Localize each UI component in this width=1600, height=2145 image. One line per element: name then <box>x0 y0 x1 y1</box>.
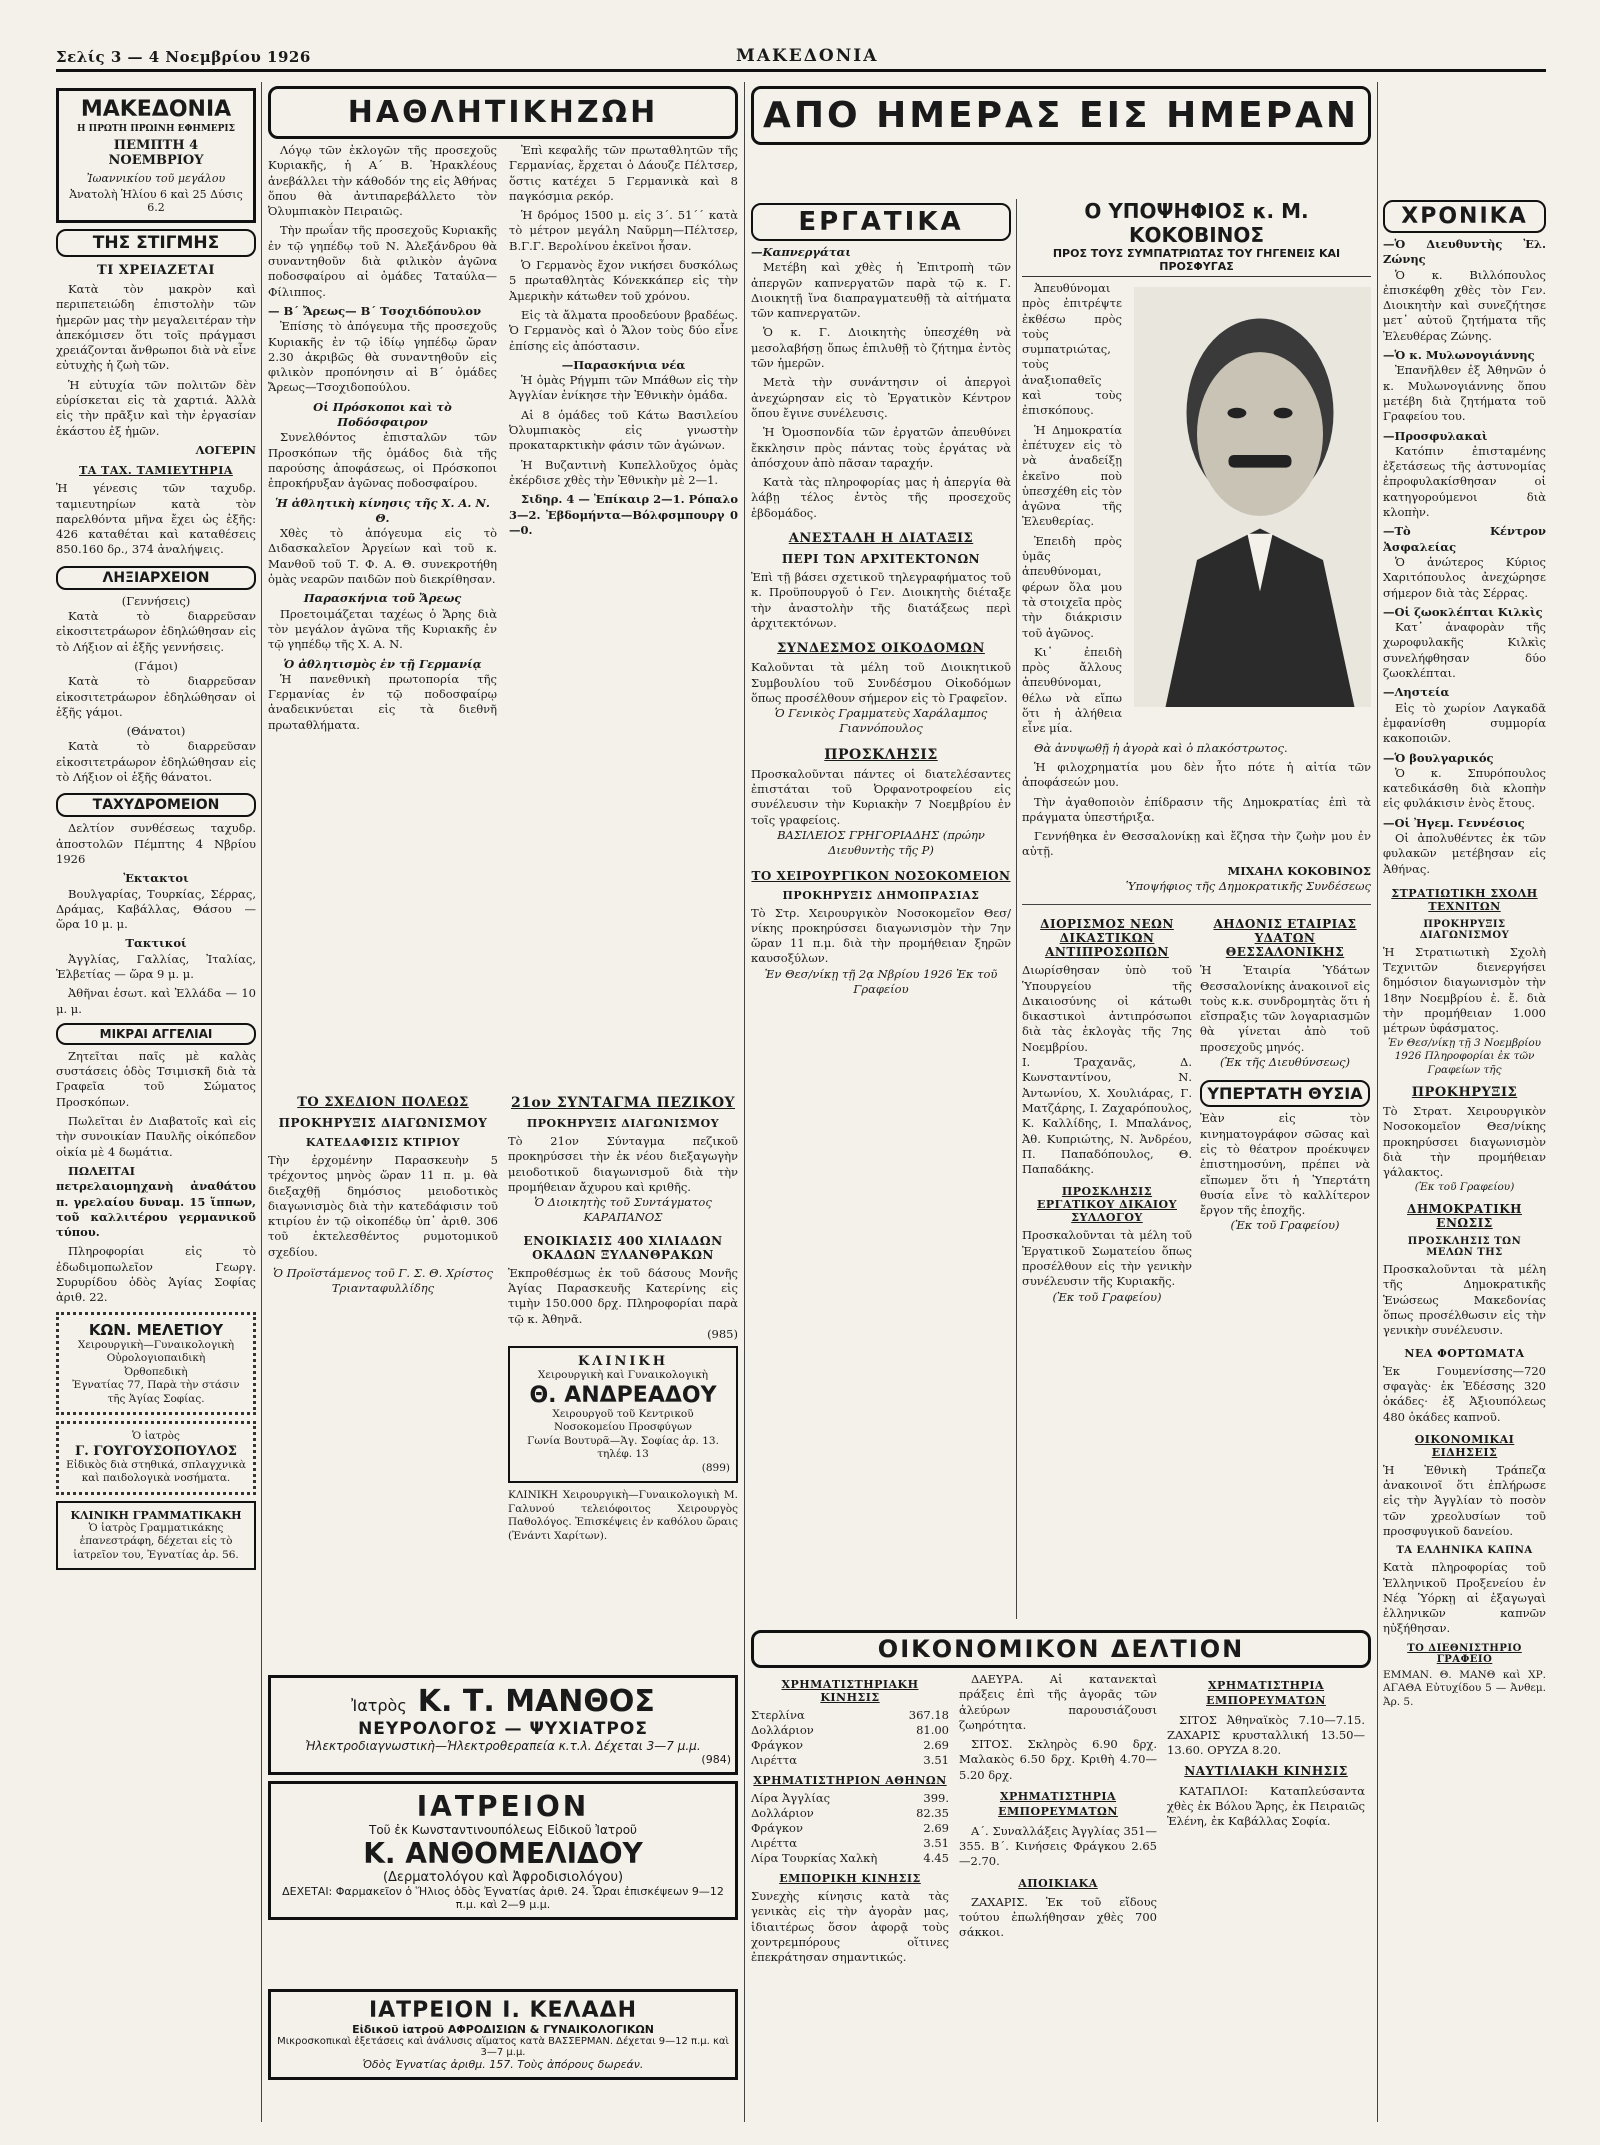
kokovinos-sign-name: ΜΙΧΑΗΛ ΚΟΚΟΒΙΝΟΣ <box>1227 863 1371 878</box>
lix-text1: Κατὰ τὸ διαρρεῦσαν εἰκοσιτετράωρον ἐδηλώθησαν εἰς τὸ Λήξιον αἱ ἑξῆς γεννήσεις. <box>56 609 256 654</box>
regiment-title: 21ον ΣΥΝΤΑΓΜΑ ΠΕΖΙΚΟΥ <box>510 1095 736 1111</box>
chronika-item-5 <box>1383 685 1546 746</box>
stigmes-p1: Κατὰ τὸν μακρὸν καὶ περιπετειώδη ἐπιστολὴν τῶν ἡμερῶν μας τὴν μεγαλειτέραν τὴν ἀπεκόμισεν ὅτι τοῖς πράγμασι χρειάζονται ἄνθρωποι διὰ νὰ εἶνε εὐτυχὴς ἡ ζωὴ τῶν. <box>56 282 256 373</box>
anthomelidou-sub: Τοῦ ἐκ Κωνσταντινουπόλεως Εἰδικοῦ Ἰατροῦ <box>368 1823 637 1837</box>
judges-title: ΔΙΟΡΙΣΜΟΣ ΝΕΩΝ ΔΙΚΑΣΤΙΚΩΝ ΑΝΤΙΠΡΟΣΩΠΩΝ <box>1040 917 1174 960</box>
sport-hdr1: — Β΄ Ἄρεως— Β΄ Τσοχιδόπουλον <box>268 303 482 318</box>
chronika-item-7-text: Οἱ ἀπολυθέντες ἐκ τῶν φυλακῶν μετέβησαν εἰς Ἀθήνας. <box>1383 830 1546 876</box>
architects-text: Ἐπὶ τῇ βάσει σχετικοῦ τηλεγραφήματος τοῦ κ. Προϋπουργοῦ ὁ Γεν. Διοικητὴς διέταξε τὴν ἀναστολὴν τῆς διατάξεως περὶ ἀρχιτεκτόνων. <box>751 570 1011 630</box>
chronika-item-1-hd: —Ὁ κ. Μυλωνογιάννης <box>1383 348 1535 363</box>
chronika-item-4 <box>1383 605 1546 681</box>
architects-title: ΑΝΕΣΤΑΛΗ Η ΔΙΑΤΑΞΙΣ <box>788 531 974 547</box>
kokovinos-sign-role: Ὑποψήφιος τῆς Δημοκρατικῆς Συνδέσεως <box>1125 878 1371 893</box>
column-2 <box>268 82 738 1082</box>
kokovinos-portrait <box>1130 287 1371 707</box>
water-title: ΑΗΔΟΝΙΣ ΕΤΑΙΡΙΑΣ ΥΔΑΤΩΝ ΘΕΣΣΑΛΟΝΙΚΗΣ <box>1213 917 1357 960</box>
school-text: Ἡ Στρατιωτικὴ Σχολὴ Τεχνιτῶν διενεργήσει δημόσιον διαγωνισμὸν τὴν 18ην Νοεμβρίου ἐ. ἔ. διὰ τὴν προμήθειαν 1.000 μέτρων ὑφάσματος. <box>1383 944 1546 1036</box>
anthomelidou-title: ΙΑΤΡΕΙΟΝ <box>416 1790 590 1823</box>
athletic-col-a <box>268 143 497 737</box>
sport-hdr4: Παρασκήνια τοῦ Ἄρεως <box>303 591 462 606</box>
ergatika-p1: Μετέβη καὶ χθὲς ἡ Ἐπιτροπὴ τῶν ἀπεργῶν καπνεργατῶν παρὰ τῷ κ. Γ. Διοικητῇ ἵνα διαπραγματευθῇ τὰ αἰτήματα τῶν καπνεργατῶν. <box>751 260 1011 321</box>
union-sign: (Ἐκ τοῦ Γραφείου) <box>1052 1289 1162 1304</box>
col5-notice-title: ΠΡΟΚΗΡΥΞΙΣ <box>1411 1085 1518 1101</box>
econ-news-title: ΟΙΚΟΝΟΜΙΚΑΙ ΕΙΔΗΣΕΙΣ <box>1414 1432 1515 1459</box>
page-date: Σελίς 3 — 4 Νοεμβρίου 1926 <box>56 48 311 66</box>
exch-row <box>751 1738 949 1753</box>
lix-sub1: (Γεννήσεις) <box>121 593 191 608</box>
lix-text3: Κατὰ τὸ διαρρεῦσαν εἰκοσιτετράωρον ἐδηλώθησαν εἰς τὸ Λήξιον οἱ ἑξῆς θάνατοι. <box>56 739 256 785</box>
judges-notice <box>1022 911 1192 1305</box>
democratic-text: Προσκαλοῦνται τὰ μέλη τῆς Δημοκρατικῆς Ἑνώσεως Μακεδονίας ὅπως προσέλθωσιν εἰς τὴν γενικὴν συνέλευσιν. <box>1383 1262 1546 1338</box>
hospital-sign: Ἐν Θεσ/νίκῃ τῇ 2ᾳ Νβρίου 1926 Ἐκ τοῦ Γραφείου <box>764 966 998 996</box>
sport-p1: Λόγῳ τῶν ἐκλογῶν τῆς προσεχοῦς Κυριακῆς, ἡ Α΄ Β. Ἡρακλέους ἀνεβάλλει τὴν κάθοδόν της εἰς Ἀθήνας ὅπου θὰ ἀντιπαρεβάλλετο τὸν Ὀλυμπιακὸν Πειραιῶς. <box>268 143 497 219</box>
post-line2: Ἀγγλίας, Γαλλίας, Ἰταλίας, Ἑλβετίας — ὥρα 9 μ. μ. <box>56 951 256 981</box>
exch-val: 3.51 <box>923 1753 949 1767</box>
keladi-title: ΙΑΤΡΕΙΟΝ Ι. ΚΕΛΑΔΗ <box>368 1998 638 2023</box>
tobacco-title: ΤΑ ΕΛΛΗΝΙΚΑ ΚΑΠΝΑ <box>1396 1545 1533 1557</box>
charcoal-text: Ἐκπροθέσμως ἐκ τοῦ δάσους Μονῆς Ἁγίας Παρασκευῆς Κατερίνης εἰς τιμὴν 150.000 δρχ. Πληροφορίαι παρὰ τῷ κ. Ἀθηνᾶ. <box>508 1265 738 1326</box>
andreadou-title: ΚΛΙΝΙΚΗ <box>577 1354 668 1370</box>
econ-col-a <box>751 1672 949 1965</box>
col5-notice-sign: (Ἐκ τοῦ Γραφείου) <box>1414 1180 1515 1193</box>
chronika-item-0 <box>1383 237 1546 344</box>
athens-val: 4.45 <box>923 1851 949 1865</box>
ergatika-sub: —Καπνεργάται <box>751 245 851 259</box>
trade-p2: ΔΑΕΥΡΑ. Αἱ κατανεκταὶ πράξεις ἐπὶ τῆς ἀγορᾶς τῶν ἀλεύρων παρουσιάζουσι ζωηρότητα. <box>959 1672 1157 1732</box>
meletiou-spec2: Οὐρολογιοπαιδικὴ <box>106 1352 206 1365</box>
kokovinos-p7: Γεννήθηκα ἐν Θεσσαλονίκῃ καὶ ἔζησα τὴν ζωὴν μου ἐν αὐτῇ. <box>1022 829 1371 859</box>
classifieds-heading: ΜΙΚΡΑΙ ΑΓΓΕΛΙΑΙ <box>56 1023 256 1045</box>
chronika-item-6-text: Ὁ κ. Σπυρόπουλος κατεδικάσθη διὰ κλοπὴν εἰς φυλάκισιν ἑνὸς ἔτους. <box>1383 765 1546 811</box>
naval-title: ΝΑΥΤΙΛΙΑΚΗ ΚΙΝΗΣΙΣ <box>1184 1764 1348 1779</box>
exch-val: 2.69 <box>923 1738 949 1752</box>
gougousopoulos-ad <box>56 1421 256 1495</box>
euro-title: ΧΡΗΜΑΤΙΣΤΗΡΙΑ ΕΜΠΟΡΕΥΜΑΤΩΝ <box>998 1790 1118 1819</box>
classified-ad-3: ΠΩΛΕΙΤΑΙ πετρελαιομηχανὴ ἀναθάτου π. γρελαίου δυναμ. 15 ἵππων, τοῦ καλλιτέρου γερμανικοῦ τύπου. <box>56 1163 256 1240</box>
athletic-col-b <box>509 143 738 737</box>
keladi-address: Ὁδὸς Ἐγνατίας ἀριθμ. 157. Τοὺς ἀπόρους δωρεάν. <box>362 2058 644 2071</box>
exch-name: Στερλίνα <box>751 1708 805 1722</box>
paper-title: ΜΑΚΕΔΟΝΙΑ <box>736 46 879 66</box>
hospital-sub: ΠΡΟΚΗΡΥΞΙΣ ΔΗΜΟΠΡΑΣΙΑΣ <box>782 888 980 902</box>
keladi-ad <box>268 1989 738 2080</box>
chronika-item-4-hd: —Οἱ ζωοκλέπται Κιλκὶς <box>1383 604 1543 619</box>
chronika-item-0-text: Ὁ κ. Βιλλόπουλος ἐπισκέφθη χθὲς τὸν Γεν. Διοικητὴν καὶ συνεζήτησε μετ᾽ αὐτοῦ ζητήματα τῆς Ἐλευθέρας Ζώνης. <box>1383 267 1546 343</box>
lixiarxeion-body <box>56 594 256 786</box>
regiment-sub: ΠΡΟΚΗΡΥΞΙΣ ΔΙΑΓΩΝΙΣΜΟΥ <box>526 1117 720 1130</box>
infobox-day: ΠΕΜΠΤΗ 4 ΝΟΕΜΒΡΙΟΥ <box>108 138 204 168</box>
exch-row <box>751 1753 949 1768</box>
regiment-text: Τὸ 21ον Σύνταγμα πεζικοῦ προκηρύσσει τὴν ἐκ νέου διεξαγωγὴν μειοδοτικοῦ διαγωνισμοῦ διὰ τὴν προμήθειαν ἄχυρου καὶ κριθῆς. <box>508 1134 738 1194</box>
invitation-text: Προσκαλοῦνται πάντες οἱ διατελέσαντες ἐπιστάται τοῦ Ὀρφανοτροφείου εἰς συνέλευσιν τὴν Κυριακὴν 7 Νοεμβρίου ἐν τοῖς γραφείοις. <box>751 766 1011 827</box>
classified-ad-4: Πληροφορίαι εἰς τὸ ἐδωδιμοπωλεῖον Γεωργ. Συρυρίδου ὁδὸς Ἁγίας Σοφίας ἀριθ. 22. <box>56 1244 256 1305</box>
athens-row <box>751 1851 949 1866</box>
euro-text: Α΄. Συναλλάξεις Ἀγγλίας 351—355. Β΄. Κινήσεις Φράγκου 2.65—2.70. <box>959 1823 1157 1869</box>
lix-sub3: (Θάνατοι) <box>126 724 186 739</box>
athens-name: Φράγκον <box>751 1821 803 1835</box>
sport-p14: Ἡ Βυζαντινὴ Κυπελλοῦχος ὁμὰς ἐκέρδισε χθὲς τὴν Ἐθνικὴν μὲ 2—1. <box>509 457 738 487</box>
commodities-title: ΧΡΗΜΑΤΙΣΤΗΡΙΑ ΕΜΠΟΡΕΥΜΑΤΩΝ <box>1206 1679 1326 1708</box>
manthos-title: Ἰατρὸς <box>351 1696 407 1715</box>
column-2-lower <box>268 1089 738 1559</box>
chronika-item-4-text: Κατ᾽ ἀναφορὰν τῆς χωροφυλακῆς Κιλκὶς συνελήφθησαν δύο ζωοκλέπται. <box>1383 620 1546 681</box>
democratic-sub: ΠΡΟΣΚΛΗΣΙΣ ΤΩΝ ΜΕΛΩΝ ΤΗΣ <box>1407 1236 1522 1259</box>
chronika-item-5-text: Εἰς τὸ χωρίον Λαγκαδᾶ ἐμφανίσθη συμμορία κακοποιῶν. <box>1383 700 1546 746</box>
chronika-item-7 <box>1383 816 1546 877</box>
athens-val: 2.69 <box>923 1821 949 1835</box>
gougous-text: Εἰδικὸς διὰ στηθικά, σπλαγχνικὰ καὶ παιδολογικὰ νοσήματα. <box>66 1458 246 1485</box>
sport-p4: Συνελθόντος ἐπισταλῶν τῶν Προσκόπων τῆς ὁμάδος διὰ τῆς παρούσης ἀποφάσεως, οἱ Πρόσκοποι ἐπροκήρυξαν ἀγῶνας ποδοσφαίρου. <box>268 430 497 491</box>
exch-name: Δολλάριον <box>751 1723 814 1737</box>
trade-p3: ΣΙΤΟΣ. Σκληρὸς 6.90 δρχ. Μαλακὸς 6.50 δρχ. Κριθὴ 4.70—5.20 δρχ. <box>959 1737 1157 1782</box>
lixiarxeion-heading: ΛΗΞΙΑΡΧΕΙΟΝ <box>56 566 256 590</box>
hospital-title: ΤΟ ΧΕΙΡΟΥΡΓΙΚΟΝ ΝΟΣΟΚΟΜΕΙΟΝ <box>751 868 1011 883</box>
andreadou-name: Θ. ΑΝΔΡΕΑΔΟΥ <box>529 1382 717 1408</box>
anthomelidou-name: Κ. ΑΝΘΟΜΕΛΙΔΟΥ <box>363 1837 643 1870</box>
union-title: ΠΡΟΣΚΛΗΣΙΣ ΕΡΓΑΤΙΚΟΥ ΔΙΚΑΙΟΥ ΣΥΛΛΟΓΟΥ <box>1036 1185 1177 1225</box>
exch-name: Φράγκον <box>751 1738 803 1752</box>
sport-schedule: Σιδηρ. 4 — Ἐπίκαιρ 2—1. Ρόπαλο 3—2. Ἐβδομήντα—Βόλφσμπουργ 0—0. <box>509 492 738 537</box>
chronika-item-3-hd: —Τὸ Κέντρον Ἀσφαλείας <box>1383 524 1546 554</box>
city-plan-sign: Ὁ Προϊστάμενος τοῦ Γ. Σ. Θ. Χρίστος Τριανταφυλλίδης <box>273 1266 493 1296</box>
stigmes-sign: ΛΟΓΕΡΙΝ <box>195 442 256 457</box>
water-notice <box>1200 911 1370 1305</box>
charcoal-ref: (985) <box>707 1326 738 1341</box>
economic-bulletin <box>751 1626 1371 2122</box>
paper-infobox <box>56 88 256 223</box>
water-sign: (Ἐκ τῆς Διευθύνσεως) <box>1219 1055 1351 1070</box>
exch-val: 81.00 <box>916 1723 949 1737</box>
manthos-name: Κ. Τ. ΜΑΝΘΟΣ <box>417 1684 655 1719</box>
infobox-sun: Ἀνατολὴ Ἡλίου 6 καὶ 25 Δύσις 6.2 <box>69 188 243 214</box>
andreadou-sub: Χειρουργικὴ καὶ Γυναικολογικὴ <box>537 1369 709 1382</box>
stigmes-p2: Ἡ εὐτυχία τῶν πολιτῶν δὲν εὑρίσκεται εἰς τὰ χαρτιά. Ἀλλὰ εἰς τὴν πρᾶξιν καὶ τὴν ἐργασίαν ἑκάστου ἐξ ἡμῶν. <box>56 377 256 438</box>
colonial-title: ΑΠΟΙΚΙΑΚΑ <box>1018 1876 1098 1890</box>
sport-hdr5: Ὁ ἀθλητισμὸς ἐν τῇ Γερμανίᾳ <box>283 656 482 671</box>
meletiou-spec3: Ὀρθοπεδικὴ <box>124 1365 188 1378</box>
kokovinos-p4: Κι᾽ ἐπειδὴ πρὸς ἄλλους ἀπευθύνομαι, θέλω νὰ εἴπω ὅτι ἡ ἀλήθεια εἶνε μία. <box>1022 644 1122 736</box>
chronika-item-1-text: Ἐπανῆλθεν ἐξ Ἀθηνῶν ὁ κ. Μυλωνογιάννης ὅπου μετέβη διὰ ζητήματα τοῦ Γραφείου του. <box>1383 363 1546 424</box>
invitation-sign: ΒΑΣΙΛΕΙΟΣ ΓΡΗΓΟΡΙΑΔΗΣ (πρώην Διευθυντὴς τῆς Ρ) <box>777 827 985 858</box>
sport-hdr2: Οἱ Πρόσκοποι καὶ τὸ Ποδόσφαιρον <box>313 399 452 430</box>
day-to-day-header-wrap <box>751 82 1371 152</box>
chronika-item-5-hd: —Ληστεία <box>1383 685 1450 700</box>
chronika-item-7-hd: —Οἱ Ἠγεμ. Γεννέσιος <box>1383 815 1525 830</box>
builders-text: Καλοῦνται τὰ μέλη τοῦ Διοικητικοῦ Συμβουλίου τοῦ Συνδέσμου Οἰκοδόμων ὅπως προσέλθουν σήμερον εἰς τὸ Γραφεῖον. <box>751 660 1011 705</box>
grammatikaki-ad <box>56 1501 256 1571</box>
sacrifice-title: ΥΠΕΡΤΑΤΗ ΘΥΣΙΑ <box>1200 1080 1370 1107</box>
keladi-sub: Εἰδικοῦ ἰατροῦ ΑΦΡΟΔΙΣΙΩΝ & ΓΥΝΑΙΚΟΛΟΓΙΚΩΝ <box>352 2023 654 2036</box>
kokovinos-portrait-wrap <box>1130 281 1370 741</box>
sport-p13: Αἱ 8 ὁμάδες τοῦ Κάτω Βασιλείου Ὀλυμπιακὸς εἰς γνωστὴν προκαταρκτικὴν φάσιν τῶν ἀγώνων. <box>509 407 738 453</box>
col5-notice-text: Τὸ Στρατ. Χειρουργικὸν Νοσοκομεῖον Θεσ/νίκης προκηρύσσει διαγωνισμὸν διὰ τὴν προμήθειαν γάλακτος. <box>1383 1104 1546 1180</box>
builders-sign: Ὁ Γενικὸς Γραμματεὺς Χαράλαμπος Γιαννόπουλος <box>774 706 988 736</box>
sport-p7: Ἡ πανεθνικὴ πρωτοπορία τῆς Γερμανίας ἐν τῷ ποδοσφαίρῳ ἀναδεικνύεται εἰς τὰ διεθνῆ πρωταθλήματα. <box>268 671 497 732</box>
athens-row <box>751 1821 949 1836</box>
column-1 <box>56 82 256 2122</box>
commodities-text: ΣΙΤΟΣ Ἀθηναϊκὸς 7.10—7.15. ΖΑΧΑΡΙΣ κρυσταλλική 13.50—13.60. ΟΡΥΖΑ 8.20. <box>1167 1712 1365 1758</box>
hospital-text: Τὸ Στρ. Χειρουργικὸν Νοσοκομεῖον Θεσ/νίκης προκηρύσσει διαγωνισμὸν τὴν 7ην ὥραν 11 π.μ. διὰ τὴν προμήθειαν ξηρῶν καυσοξύλων. <box>751 905 1011 966</box>
school-title: ΣΤΡΑΤΙΩΤΙΚΗ ΣΧΟΛΗ ΤΕΧΝΙΤΩΝ <box>1391 886 1538 913</box>
school-sub: ΠΡΟΚΗΡΥΞΙΣ ΔΙΑΓΩΝΙΣΜΟΥ <box>1419 918 1510 941</box>
meletiou-address: Ἐγνατίας 77, Παρὰ τὴν στάσιν τῆς Ἁγίας Σοφίας. <box>72 1379 240 1405</box>
ergatika-p5: Κατὰ τὰς πληροφορίας μας ἡ ἀπεργία θὰ λάβῃ τέλος ἐντὸς τῆς προσεχοῦς ἑβδομάδος. <box>751 475 1011 520</box>
trade-title: ΕΜΠΟΡΙΚΗ ΚΙΝΗΣΙΣ <box>779 1872 921 1885</box>
athens-name: Λιρέττα <box>751 1836 798 1850</box>
athens-title: ΧΡΗΜΑΤΙΣΤΗΡΙΟΝ ΑΘΗΝΩΝ <box>753 1774 947 1787</box>
tamieutiria-body: Ἡ γένεσις τῶν ταχυδρ. ταμιευτηρίων κατὰ τὸν παρελθόντα μῆνα ἔχει ὡς ἑξῆς: 426 καταθέται καὶ καταθέσεις 850.160 δρ., 374 ἀναλήψεις. <box>56 481 256 557</box>
sport-p5: Χθὲς τὸ ἀπόγευμα εἰς τὸ Διδασκαλεῖον Ἀργείων καὶ τοῦ κ. Μανθοῦ τοῦ Τ. Φ. Α. Θ. συνεκροτήθη ὁμὰς νεαρῶν παιδῶν ποὺ διεκρίθησαν. <box>268 526 497 587</box>
chronika-item-6 <box>1383 751 1546 812</box>
athens-val: 3.51 <box>923 1836 949 1850</box>
chronika-item-0-hd: —Ὁ Διευθυντὴς Ἐλ. Ζώνης <box>1383 237 1546 267</box>
kokovinos-p5: Ἡ φιλοχρηματία μου δὲν ἦτο πότε ἡ αἰτία τῶν ἀποφάσεών μου. <box>1022 759 1371 790</box>
city-plan-sub2: ΚΑΤΕΔΑΦΙΣΙΣ ΚΤΙΡΙΟΥ <box>305 1136 461 1149</box>
sport-p8: Ἐπὶ κεφαλῆς τῶν πρωταθλητῶν τῆς Γερμανίας, ἔρχεται ὁ Δάουζε Πέλτσερ, ὅστις κατέχει 5 Γερμανικὰ καὶ 8 παγκόσμια ρεκόρ. <box>509 143 738 203</box>
grammatikaki-title: ΚΛΙΝΙΚΗ ΓΡΑΜΜΑΤΙΚΑΚΗ <box>70 1508 242 1522</box>
manthos-ref: (984) <box>701 1753 731 1766</box>
chronika-item-3-text: Ὁ ἀνώτερος Κύριος Χαριτόπουλος ἀνεχώρησε σήμερον διὰ τὰς Σέρρας. <box>1383 554 1546 600</box>
meletiou-spec1: Χειρουργικὴ—Γυναικολογικὴ <box>77 1338 235 1351</box>
andreadou-desc: Χειρουργοῦ τοῦ Κεντρικοῦ Νοσοκομείου Προσφύγων <box>552 1407 694 1434</box>
athens-name: Δολλάριον <box>751 1806 814 1820</box>
column-rule-1 <box>261 82 262 2122</box>
kokovinos-p3: Ἐπειδὴ πρὸς ὑμᾶς ἀπευθύνομαι, φέρων ὅλα μου τὰ στοιχεῖα πρὸς τὴν διάκρισιν τοῦ ἀγῶνος. <box>1022 533 1122 640</box>
sport-hdr3: Ἡ ἀθλητικὴ κίνησις τῆς Χ. Α. Ν. Θ. <box>275 495 490 525</box>
sport-p11: Εἰς τὰ ἄλματα προοδεύουν βραδέως. Ὁ Γερμανὸς καὶ ὁ Ἄλον τοὺς δύο εἶνε ἐπίσης εἰς ἀπόστασιν. <box>509 307 738 353</box>
athens-val: 399. <box>923 1791 949 1805</box>
athens-name: Λίρα Τουρκίας Χαλκὴ <box>751 1851 878 1865</box>
school-sign: Ἐν Θεσ/νίκῃ τῇ 3 Νοεμβρίου 1926 Πληροφορίαι ἐκ τῶν Γραφείων τῆς <box>1387 1036 1542 1076</box>
regiment-notice <box>508 1089 738 1543</box>
column-4 <box>1022 199 1371 1619</box>
econ-col-c <box>1167 1672 1365 1965</box>
post-line3: Ἀθῆναι ἐσωτ. καὶ Ἑλλάδα — 10 μ. μ. <box>56 986 256 1016</box>
column-rule-3 <box>1016 199 1017 1619</box>
athens-row <box>751 1836 949 1851</box>
athens-row <box>751 1791 949 1806</box>
econ-col-b <box>959 1672 1157 1965</box>
chronika-item-3 <box>1383 524 1546 600</box>
galynou-note: ΚΛΙΝΙΚΗ Χειρουργικὴ—Γυναικολογικὴ Μ. Γαλυνού τελειόφοιτος Χειρουργὸς Παθολόγος. Ἐπισκέψεις ἐν καθόλου ὥραις (Ἐνάντι Χαρίτων). <box>508 1489 738 1542</box>
sport-p9: Ἡ δρόμος 1500 μ. εἰς 3΄. 51΄΄ κατὰ τὸ μέτρον μεγάλη Ναῦρμη—Πέλτσερ, Β.Γ.Γ. Βερολίνου ἐκεῖνοι ἦσαν. <box>509 208 738 253</box>
column-rule-4 <box>1377 82 1378 2122</box>
infobox-tagline: Η ΠΡΩΤΗ ΠΡΩΙΝΗ ΕΦΗΜΕΡΙΣ <box>77 124 235 134</box>
keladi-text: Μικροσκοπικαὶ ἐξετάσεις καὶ ἀνάλυσις αἵματος κατὰ ΒΑΣΣΕΡΜΑΝ. Δέχεται 9—12 π.μ. καὶ 3—7 μ.μ. <box>277 2036 729 2058</box>
ergatika-body <box>751 245 1011 521</box>
infobox-saint: Ἰωαννικίου τοῦ μεγάλου <box>86 172 226 185</box>
water-text: Ἡ Ἑταιρία Ὑδάτων Θεσσαλονίκης ἀνακοινοῖ εἰς τοὺς κ.κ. συνδρομητὰς ὅτι ἡ εἴσπραξις τῶν λογαριασμῶν θὰ γίνεται ἀπὸ τοῦ προσεχοῦς μηνός. <box>1200 963 1370 1054</box>
meletiou-ad <box>56 1312 256 1416</box>
column-5 <box>1383 82 1546 2122</box>
post-sub2: Τακτικοί <box>125 936 187 951</box>
translation-text: ΕΜΜΑΝ. Θ. ΜΑΝΘ καὶ ΧΡ. ΑΓΑΘΑ Εὐτυχίδου 5 — Ἀνθεμ. Ἀρ. 5. <box>1383 1668 1546 1708</box>
newspaper-page <box>56 44 1546 2124</box>
anthomelidou-spec: (Δερματολόγου καὶ Ἀφροδισιολόγου) <box>382 1870 624 1885</box>
classifieds-body <box>56 1049 256 1306</box>
builders-title: ΣΥΝΔΕΣΜΟΣ ΟΙΚΟΔΟΜΩΝ <box>777 641 985 657</box>
stigmes-title: ΤΙ ΧΡΕΙΑΖΕΤΑΙ <box>97 263 215 278</box>
athletic-life-header <box>268 86 738 139</box>
ergatika-p2: Ὁ κ. Γ. Διοικητὴς ὑπεσχέθη νὰ μεσολαβήσῃ ὅπως ἐπιλυθῇ τὸ ζήτημα ἐντὸς τῶν ἡμερῶν. <box>751 325 1011 371</box>
architects-sub: ΠΕΡΙ ΤΩΝ ΑΡΧΙΤΕΚΤΟΝΩΝ <box>781 552 981 567</box>
athens-val: 82.35 <box>916 1806 949 1820</box>
invitation-title: ΠΡΟΣΚΛΗΣΙΣ <box>824 746 938 763</box>
ergatika-heading: ΕΡΓΑΤΙΚΑ <box>751 203 1011 241</box>
kokovinos-text-bottom <box>1022 741 1371 895</box>
charcoal-title: ΕΝΟΙΚΙΑΣΙΣ 400 ΧΙΛΙΑΔΩΝ ΟΚΑΔΩΝ ΞΥΛΑΝΘΡΑΚΩΝ <box>523 1233 723 1262</box>
classified-ad-1: Ζητεῖται παῖς μὲ καλὰς συστάσεις ὁδὸς Τσιμισκῆ διὰ τὰ Γραφεῖα τοῦ Σώματος Προσκόπων. <box>56 1048 256 1109</box>
classified-ad-2: Πωλεῖται ἐν Διαβατοῖς καὶ εἰς τὴν συνοικίαν Παυλῆς οἰκόπεδον οἰκία μὲ 4 δωμάτια. <box>56 1114 256 1159</box>
econ-header: ΟΙΚΟΝΟΜΙΚΟΝ ΔΕΛΤΙΟΝ <box>751 1630 1371 1668</box>
column-rule-2 <box>744 82 745 2122</box>
column-3 <box>751 199 1011 1619</box>
sport-p3: Ἐπίσης τὸ ἀπόγευμα τῆς προσεχοῦς Κυριακῆς ἐν τῷ ἰδίῳ γηπέδῳ ὥραν 2.30 ἀκριβῶς θὰ συναντηθοῦν εἰς φιλικὸν προπόνησιν αἱ Β΄ ὁμάδες Ἄρεως—Τσοχιδοπούλου. <box>268 319 497 395</box>
regiment-sign: Ὁ Διοικητὴς τοῦ Συντάγματος ΚΑΡΑΠΑΝΟΣ <box>534 1195 712 1225</box>
gougous-name: Γ. ΓΟΥΓΟΥΣΟΠΟΥΛΟΣ <box>75 1443 237 1459</box>
ergatika-p4: Ἡ Ὀμοσπονδία τῶν ἐργατῶν ἀπευθύνει ἔκκλησιν πρὸς πάντας τοὺς ἐργάτας νὰ ἀπόσχουν ἀπὸ πᾶσαν ταραχήν. <box>751 425 1011 470</box>
city-plan-title: ΤΟ ΣΧΕΔΙΟΝ ΠΟΛΕΩΣ <box>297 1095 469 1110</box>
stigmes-body <box>56 282 256 458</box>
infobox-name: ΜΑΚΕΔΟΝΙΑ <box>80 97 232 122</box>
meletiou-name: ΚΩΝ. ΜΕΛΕΤΙΟΥ <box>88 1320 224 1339</box>
exch-row <box>751 1723 949 1738</box>
colonial-text: ΖΑΧΑΡΙΣ. Ἐκ τοῦ εἴδους τούτου ἐπωλήθησαν χθὲς 700 σάκκοι. <box>959 1894 1157 1940</box>
athens-name: Λίρα Ἀγγλίας <box>751 1791 831 1805</box>
post-line1: Βουλγαρίας, Τουρκίας, Σέρρας, Δράμας, Καβάλλας, Θάσου — ὥρα 10 μ. μ. <box>56 886 256 932</box>
anthomelidou-ad <box>268 1781 738 1920</box>
anthomelidou-text: ΔΕΧΕΤΑΙ: Φαρμακεῖον ὁ Ἥλιος ὁδὸς Ἐγνατίας ἀριθ. 24. Ὧραι ἐπισκέψεων 9—12 π.μ. καὶ 2—9 μ.μ. <box>282 1885 724 1911</box>
chronika-list <box>1383 237 1546 877</box>
chronika-item-1 <box>1383 348 1546 424</box>
kokovinos-p1: Ἀπευθύνομαι πρὸς ἐπιτρέψτε ἐκθέσω πρὸς τοὺς συμπατριώτας, τοὺς ἀναξιοπαθεῖς καὶ τοὺς ἐπισκόπους. <box>1022 281 1122 418</box>
tobacco-text: Κατὰ πληροφορίας τοῦ Ἑλληνικοῦ Προξενείου ἐν Νέᾳ Ὑόρκῃ αἱ ἐξαγωγαὶ ἑλληνικῶν καπνῶν ηὐξήθησαν. <box>1383 1560 1546 1636</box>
post-intro: Δελτίον συνθέσεως ταχυδρ. ἀποστολῶν Πέμπτης 4 Νβρίου 1926 <box>56 821 256 866</box>
tamieutiria-title: ΤΑ ΤΑΧ. ΤΑΜΙΕΥΤΗΡΙΑ <box>79 464 233 478</box>
manthos-spec: ΝΕΥΡΟΛΟΓΟΣ — ΨΥΧΙΑΤΡΟΣ <box>358 1719 648 1739</box>
city-plan-sub: ΠΡΟΚΗΡΥΞΙΣ ΔΙΑΓΩΝΙΣΜΟΥ <box>278 1116 488 1130</box>
athens-row <box>751 1806 949 1821</box>
judges-text: Διωρίσθησαν ὑπὸ τοῦ Ὑπουργείου τῆς Δικαιοσύνης οἱ κάτωθι δικαστικοὶ ἀντιπρόσωποι διὰ τὰς ἐκλογὰς τῆς 7ης Νοεμβρίου. <box>1022 963 1192 1054</box>
manthos-ad <box>268 1675 738 1775</box>
sacrifice-sign: (Ἐκ τοῦ Γραφείου) <box>1230 1218 1340 1233</box>
union-text: Προσκαλοῦνται τὰ μέλη τοῦ Ἐργατικοῦ Σωματείου ὅπως προσέλθουν εἰς τὴν γενικὴν συνέλευσιν τῆς Κυριακῆς. <box>1022 1228 1192 1289</box>
cargo-title: ΝΕΑ ΦΟΡΤΩΜΑΤΑ <box>1404 1346 1525 1360</box>
manthos-text: Ἠλεκτροδιαγνωστικὴ—Ἠλεκτροθεραπεία κ.τ.λ. Δέχεται 3—7 μ.μ. <box>305 1739 701 1753</box>
kokovinos-subhead: ΠΡΟΣ ΤΟΥΣ ΣΥΜΠΑΤΡΙΩΤΑΣ ΤΟΥ ΓΗΓΕΝΕΙΣ ΚΑΙ ΠΡΟΣΦΥΓΑΣ <box>1022 247 1371 277</box>
translation-title: ΤΟ ΔΙΕΘΝΙΣΤΗΡΙΟ ΓΡΑΦΕΙΟ <box>1407 1642 1522 1665</box>
sport-hdr6: —Παρασκήνια νέα <box>561 357 686 372</box>
exch-row <box>751 1708 949 1723</box>
judges-list: Ι. Τραχανᾶς, Δ. Κωνσταντίνου, Ν. Ἀντωνίου, Χ. Χουλιάρας, Γ. Ματζάρης, Ι. Ζαχαρόπουλος, Κ. Καλλίδης, Ι. Μπαλάνος, Ἀθ. Κυπριώτης, Ν. Ἀνδρέου, Π. Παπαδόπουλος, Θ. Παπαδάκης. <box>1022 1055 1192 1177</box>
exch-title: ΧΡΗΜΑΤΙΣΤΗΡΙΑΚΗ ΚΙΝΗΣΙΣ <box>781 1678 919 1704</box>
chronika-item-2-hd: —Προσφυλακαὶ <box>1383 428 1488 443</box>
sacrifice-text: Ἐὰν εἰς τὸν κινηματογράφον σῶσας καὶ εἰς τὸ θέατρον προέκυψεν ἐπιστημοσύνη, πρέπει νὰ εἴπωμεν ὅτι ἡ Ὑπερτάτη θυσία εἶνε τὸ καλλίτερον ἔργον τῆς ἐποχῆς. <box>1200 1111 1370 1218</box>
chronika-heading: ΧΡΟΝΙΚΑ <box>1383 200 1546 233</box>
kokovinos-headline: Ο ΥΠΟΨΗΦΙΟΣ κ. Μ. ΚΟΚΟΒΙΝΟΣ <box>1084 199 1309 247</box>
chronika-item-2-text: Κατόπιν ἐπισταμένης ἐξετάσεως τῆς ἀστυνομίας ἐπροφυλακίσθησαν οἱ κατηγορούμενοι διὰ κλοπὴν. <box>1383 443 1546 520</box>
sport-p12: Ἡ ὁμὰς Ρήγμπι τῶν Μπάθων εἰς τὴν Ἀγγλίαν ἐνίκησε τὴν Ἐθνικὴν ὁμάδα. <box>509 373 738 403</box>
andreadou-ref: (899) <box>701 1461 730 1474</box>
post-body <box>56 821 256 1017</box>
post-heading: ΤΑΧΥΔΡΟΜΕΙΟΝ <box>56 793 256 817</box>
lix-text2: Κατὰ τὸ διαρρεῦσαν εἰκοσιτετράωρον ἐδηλώθησαν οἱ ἑξῆς γάμοι. <box>56 674 256 719</box>
sport-p10: Ὁ Γερμανὸς ἔχον νικήσει δυσκόλως 5 πρωταθλητὰς Κόνεκκάπερ εἰς τὴν Ἀμερικὴν κάτωθεν τοῦ χρόνου. <box>509 258 738 303</box>
city-plan-notice <box>268 1089 498 1543</box>
ergatika-p3: Μετὰ τὴν συνάντησιν οἱ ἀπεργοὶ ἀνεχώρησαν εἰς τὸ Ἐργατικὸν Κέντρον ὅπου ἔγινε συνέλευσις. <box>751 375 1011 420</box>
kokovinos-text-left <box>1022 281 1122 741</box>
sport-p2: Τὴν πρωΐαν τῆς προσεχοῦς Κυριακῆς ἐν τῷ γηπέδῳ τοῦ Ν. Ἀλεξάνδρου θὰ συναντηθοῦν διὰ φιλικὸν ἀγῶνα ποδοσφαίρου αἱ ὁμάδες Ταταύλα—Φίλιππος. <box>268 223 497 299</box>
andreadou-ad <box>508 1346 738 1483</box>
democratic-title: ΔΗΜΟΚΡΑΤΙΚΗ ΕΝΩΣΙΣ <box>1407 1202 1522 1231</box>
keladi-ad-wrap <box>268 1989 738 2119</box>
chronika-item-6-hd: —Ὁ βουλγαρικός <box>1383 750 1494 765</box>
gougous-title: Ὁ ἰατρὸς <box>132 1430 180 1443</box>
exch-name: Λιρέττα <box>751 1753 798 1767</box>
day-to-day-header: ΑΠΟ ΗΜΕΡΑΣ ΕΙΣ ΗΜΕΡΑΝ <box>751 86 1371 145</box>
naval-text: ΚΑΤΑΠΛΟΙ: Καταπλεύσαντα χθὲς ἐκ Βόλου Ἄρης, ἐκ Πειραιῶς Ἑλένη, ἐκ Καβάλλας Σοφία. <box>1167 1783 1365 1829</box>
lix-sub2: (Γάμοι) <box>134 658 178 673</box>
stigmes-heading: ΤΗΣ ΣΤΙΓΜΗΣ <box>56 229 256 257</box>
cargo-text: Ἐκ Γουμενίσσης—720 σφαγὰς· ἐκ Ἐδέσσης 320 ὀκάδες· ἐξ Ἀξιουπόλεως 480 ὀκάδες καπνοῦ. <box>1383 1363 1546 1424</box>
city-plan-text: Τὴν ἐρχομένην Παρασκευὴν 5 τρέχοντος μηνὸς ὥραν 11 π. μ. θὰ διεξαχθῇ δημόσιος μειοδοτικὸς διαγωνισμὸς διὰ τὴν κατεδάφισιν τοῦ κτιρίου ἐν τῷ οἰκοπέδῳ ὑπ᾽ ἀριθ. 306 τοῦ ἐκτελεσθέντος ρυμοτομικοῦ σχεδίου. <box>268 1153 498 1259</box>
exch-val: 367.18 <box>908 1708 949 1722</box>
kokovinos-p2: Ἡ Δημοκρατία ἐπέτυχεν εἰς τὸ νὰ ἀναδείξῃ ἐκεῖνο ποὺ ὑπεσχέθη εἰς τὸν ἀγῶνα τῆς Ἐλευθερίας. <box>1022 422 1122 529</box>
grammatikaki-text: Ὁ ἰατρὸς Γραμματικάκης ἐπανεστράφη, δέχεται εἰς τὸ ἰατρεῖον του, Ἐγνατίας ἀρ. 56. <box>73 1521 239 1561</box>
kokovinos-caption: Θὰ ἀνυψωθῇ ἡ ἀγορὰ καὶ ὁ πλακόστρωτος. <box>1034 740 1288 755</box>
chronika-item-2 <box>1383 429 1546 521</box>
sport-p6: Προετοιμάζεται ταχέως ὁ Ἄρης διὰ τὸν μεγάλον ἀγῶνα τῆς Κυριακῆς ἐν τῷ γηπέδῳ τῆς Χ. Α. Ν. <box>268 606 497 652</box>
econ-news-text: Ἡ Ἐθνικὴ Τράπεζα ἀνακοινοῖ ὅτι ἐπλήρωσε εἰς τὴν Ἀγγλίαν τὸ ποσὸν τῶν χρεολυσίων τοῦ προσφυγικοῦ δανείου. <box>1383 1462 1546 1538</box>
kokovinos-p6: Τὴν ἀγαθοποιὸν ἐπίδρασιν τῆς Δημοκρατίας ἐπὶ τὰ πράγματα ὑπεστήριξα. <box>1022 794 1371 824</box>
post-sub1: Ἐκτακτοι <box>123 871 189 886</box>
athletic-life-title: ΗΑΘΛΗΤΙΚΗΖΩΗ <box>347 95 659 130</box>
trade-text: Συνεχὴς κίνησις κατὰ τὰς γενικὰς εἰς τὴν ἀγορὰν μας, ἰδιαιτέρως ὅσον ἀφορᾷ τοὺς χοντρεμπόρους οἵτινες ἐπεκράτησαν σημαντικώς. <box>751 1889 949 1965</box>
masthead <box>56 44 1546 72</box>
andreadou-addr: Γωνία Βουτυρᾶ—Ἁγ. Σοφίας ἀρ. 13. τηλέφ. 13 <box>527 1434 719 1461</box>
